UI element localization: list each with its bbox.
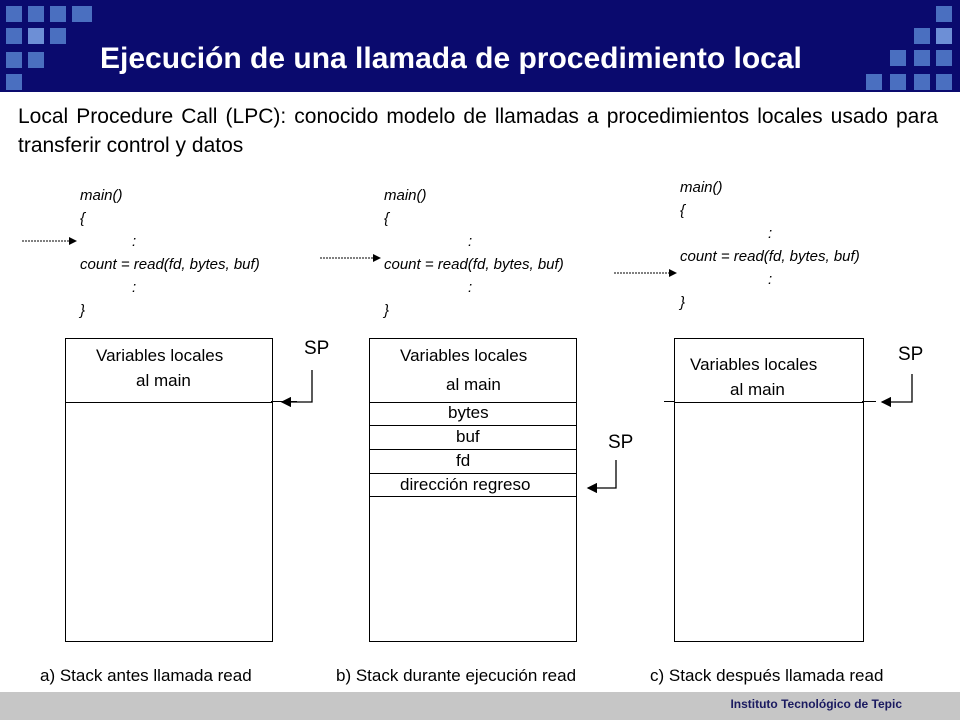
stack-c-top-line-ext-left bbox=[664, 401, 674, 402]
caption-c: c) Stack después llamada read bbox=[650, 666, 884, 685]
caption-a: a) Stack antes llamada read bbox=[40, 666, 252, 685]
sp-label-b: SP bbox=[608, 432, 634, 453]
stack-b-label-2: al main bbox=[446, 375, 501, 394]
code-call: count = read(fd, bytes, buf) bbox=[384, 256, 564, 273]
code-open-brace: { bbox=[80, 210, 86, 227]
sp-label-c: SP bbox=[898, 344, 924, 365]
code-close-brace: } bbox=[80, 302, 86, 319]
caption-b: b) Stack durante ejecución read bbox=[336, 666, 577, 685]
code-call: count = read(fd, bytes, buf) bbox=[680, 248, 860, 265]
code-dots: : bbox=[132, 233, 137, 250]
code-dots: : bbox=[468, 279, 473, 296]
stack-b-cell-return-address: dirección regreso bbox=[400, 475, 531, 494]
code-main: main() bbox=[384, 187, 427, 204]
code-main: main() bbox=[680, 179, 723, 196]
stack-a-label-1: Variables locales bbox=[96, 346, 224, 365]
stack-b-cell-fd: fd bbox=[456, 451, 471, 470]
intro-text: Local Procedure Call (LPC): conocido modelo de llamadas a procedimientos locales usado para transferir control y datos bbox=[18, 105, 938, 157]
stack-b-cell-buf: buf bbox=[456, 427, 480, 446]
sp-arrow-a bbox=[282, 370, 312, 402]
code-dots: : bbox=[132, 279, 137, 296]
stack-b-label-1: Variables locales bbox=[400, 346, 528, 365]
code-dots: : bbox=[468, 233, 473, 250]
stack-c-top-line-ext-right bbox=[862, 401, 876, 402]
code-close-brace: } bbox=[384, 302, 390, 319]
sp-label-a: SP bbox=[304, 338, 330, 359]
footer-institution: Instituto Tecnológico de Tepic bbox=[730, 697, 902, 711]
sp-arrow-c bbox=[882, 374, 912, 402]
stack-c-label-1: Variables locales bbox=[690, 355, 818, 374]
code-open-brace: { bbox=[680, 202, 686, 219]
stack-a-top-line-ext bbox=[271, 401, 297, 402]
stack-b-cell-bytes: bytes bbox=[448, 403, 489, 422]
code-open-brace: { bbox=[384, 210, 390, 227]
code-close-brace: } bbox=[680, 294, 686, 311]
code-dots: : bbox=[768, 271, 773, 288]
code-dots: : bbox=[768, 225, 773, 242]
code-main: main() bbox=[80, 187, 123, 204]
stack-c-label-2: al main bbox=[730, 380, 785, 399]
stack-a-label-2: al main bbox=[136, 371, 191, 390]
slide-title: Ejecución de una llamada de procedimiento local bbox=[100, 42, 802, 75]
code-call: count = read(fd, bytes, buf) bbox=[80, 256, 260, 273]
sp-arrow-b bbox=[588, 460, 616, 488]
